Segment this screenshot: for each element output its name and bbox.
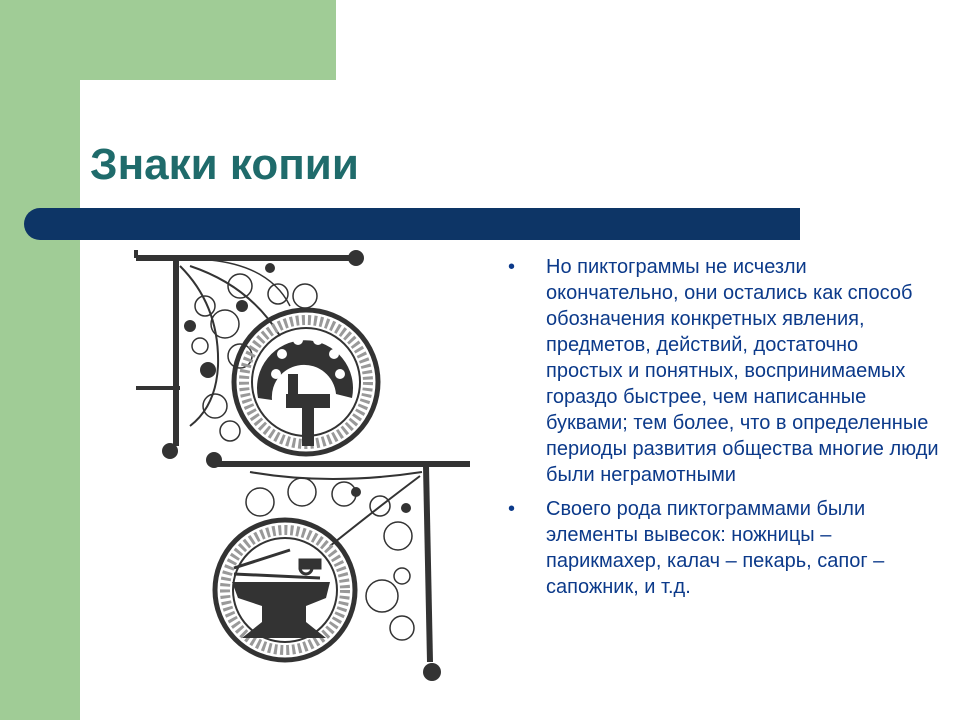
bullet-text: Но пиктограммы не исчезли окончательно, они остались как способ обозначения конкретных явления, предметов, действий, достаточно простых и понятных, воспринимаемых гораздо быстрее, чем написанные буквами; тем более, что в определенные периоды развития общества многие люди были неграмотными	[546, 256, 939, 486]
upper-sign	[136, 250, 378, 459]
left-green-band	[0, 0, 80, 720]
bullet-marker: •	[508, 256, 516, 278]
bullet-text: Своего рода пиктограммами были элементы вывесок: ножницы – парикмахер, калач – пекарь, сапог – сапожник, и т.д.	[546, 498, 885, 598]
top-green-block	[80, 0, 336, 80]
shop-signs-illustration	[130, 246, 475, 690]
lower-sign	[206, 452, 470, 681]
bullet-marker: •	[508, 498, 516, 520]
horseshoe-icon	[257, 335, 353, 400]
bullet-item	[508, 254, 940, 488]
content-corner	[80, 80, 140, 140]
bullet-item	[508, 496, 940, 600]
bullet-list	[508, 254, 940, 608]
slide-title: Знаки копии	[90, 140, 359, 189]
title-underline-bar	[24, 208, 800, 240]
